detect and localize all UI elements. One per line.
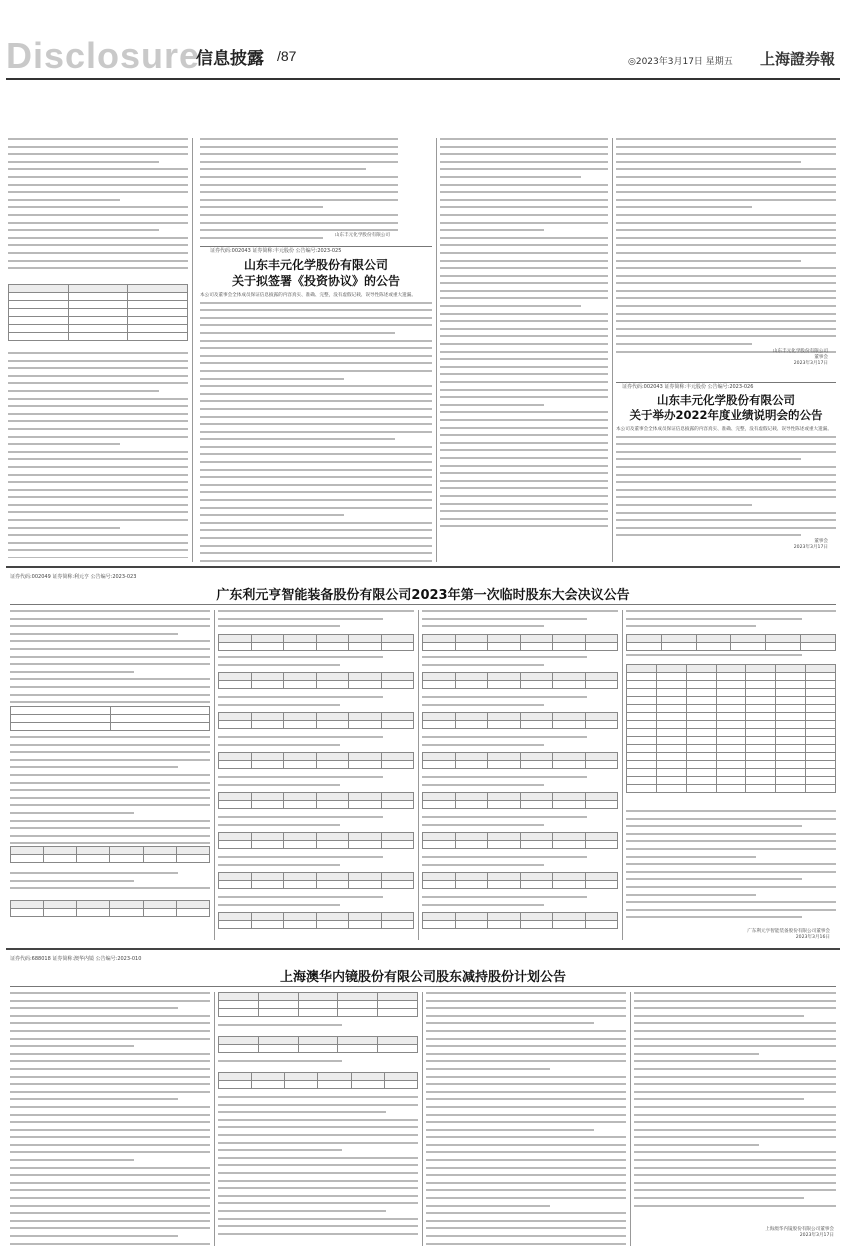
vote-table bbox=[422, 752, 618, 769]
announcement-title: 山东丰元化学股份有限公司 bbox=[243, 258, 388, 272]
resolution-column bbox=[626, 610, 836, 940]
text-lines bbox=[422, 896, 618, 911]
column-divider bbox=[622, 610, 623, 940]
section-title: 信息披露 bbox=[196, 49, 264, 69]
text-lines bbox=[626, 654, 836, 662]
column-divider bbox=[630, 992, 631, 1246]
plan-column bbox=[634, 992, 836, 1212]
column-divider bbox=[214, 992, 215, 1246]
text-lines bbox=[218, 656, 414, 671]
stock-code-line: 证券代码:002049 证券简称:利元亨 公告编号:2023-023 bbox=[10, 574, 137, 580]
masthead-rule bbox=[6, 78, 840, 80]
announcement-title: 山东丰元化学股份有限公司 bbox=[657, 393, 795, 407]
vote-table bbox=[422, 872, 618, 889]
text-lines bbox=[10, 872, 210, 895]
text-lines bbox=[422, 696, 618, 711]
vote-table bbox=[422, 712, 618, 729]
text-lines bbox=[616, 436, 836, 536]
attendance-table bbox=[10, 706, 210, 731]
title-rule bbox=[10, 986, 836, 987]
resolution-column bbox=[422, 610, 618, 940]
signature bbox=[700, 928, 830, 940]
signature bbox=[706, 1226, 834, 1238]
announcement-title: 上海澳华内镜股份有限公司股东减持股份计划公告 bbox=[279, 970, 566, 985]
vote-table bbox=[218, 792, 414, 809]
text-lines bbox=[200, 138, 398, 239]
announcement-body-column bbox=[440, 138, 608, 562]
text-lines bbox=[422, 816, 618, 831]
signature-company: 广东利元亨智能装备股份有限公司董事会 bbox=[747, 929, 830, 934]
vote-table bbox=[10, 846, 210, 863]
text-lines bbox=[218, 736, 414, 751]
text-lines bbox=[10, 610, 210, 703]
stock-code-line: 证券代码:688018 证券简称:澳华内镜 公告编号:2023-010 bbox=[10, 956, 142, 962]
vote-table bbox=[10, 900, 210, 917]
page-number: /87 bbox=[277, 48, 297, 64]
announcement-lead: 本公司及董事会全体成员保证信息披露的内容真实、准确、完整，没有虚假记载、误导性陈述或重大遗漏。 bbox=[200, 293, 416, 298]
text-lines bbox=[422, 736, 618, 751]
vote-table bbox=[218, 712, 414, 729]
text-lines bbox=[422, 856, 618, 871]
text-lines bbox=[218, 1060, 418, 1068]
resolution-column bbox=[10, 610, 210, 940]
announcement-body bbox=[200, 292, 432, 562]
vote-table bbox=[626, 634, 836, 651]
column-divider bbox=[418, 610, 419, 940]
vote-table bbox=[218, 912, 414, 929]
text-lines bbox=[422, 656, 618, 671]
announcement-title: 广东利元亨智能装备股份有限公司2023年第一次临时股东大会决议公告 bbox=[216, 588, 630, 603]
text-lines bbox=[626, 810, 836, 924]
text-lines bbox=[10, 992, 210, 1245]
vote-table bbox=[422, 634, 618, 651]
plan-column bbox=[426, 992, 626, 1246]
newspaper-name: 上海證券報 bbox=[760, 50, 836, 68]
announcement-subtitle: 关于拟签署《投资协议》的公告 bbox=[231, 274, 400, 288]
announcement-body-column bbox=[616, 138, 836, 368]
section-divider bbox=[6, 566, 840, 568]
reduction-plan-table bbox=[218, 1072, 418, 1089]
announcement-lead: 本公司及董事会全体成员保证信息披露的内容真实、准确、完整，没有虚假记载、误导性陈述或重大遗漏。 bbox=[616, 427, 832, 432]
text-lines bbox=[200, 302, 432, 562]
signature-company: 山东丰元化学股份有限公司 bbox=[772, 349, 828, 354]
vote-table bbox=[218, 634, 414, 651]
text-lines bbox=[616, 138, 836, 353]
text-lines bbox=[440, 138, 608, 527]
text-lines bbox=[218, 1024, 418, 1032]
vote-table bbox=[218, 752, 414, 769]
column-divider bbox=[436, 138, 437, 562]
text-lines bbox=[218, 1096, 418, 1240]
brand-wordmark: Disclosure bbox=[6, 35, 201, 76]
vote-table bbox=[218, 672, 414, 689]
stock-code-line: 证券代码:002043 证券简称:丰元股份 公告编号:2023-025 bbox=[210, 248, 342, 254]
text-lines bbox=[218, 816, 414, 831]
plan-column bbox=[218, 992, 418, 1246]
stock-code-line: 证券代码:002043 证券简称:丰元股份 公告编号:2023-026 bbox=[622, 384, 754, 390]
masthead bbox=[0, 0, 843, 76]
text-lines bbox=[626, 610, 836, 627]
announcement-body bbox=[616, 426, 836, 536]
column-divider bbox=[612, 138, 613, 562]
shareholding-table bbox=[218, 992, 418, 1017]
plan-column bbox=[10, 992, 210, 1246]
text-lines bbox=[8, 352, 188, 558]
title-rule bbox=[10, 604, 836, 605]
continued-text-column bbox=[8, 138, 188, 558]
issue-date: ◎2023年3月17日 星期五 bbox=[628, 57, 733, 67]
signature-company: 山东丰元化学股份有限公司 bbox=[334, 233, 390, 238]
resolution-column bbox=[218, 610, 414, 940]
text-lines bbox=[8, 138, 188, 269]
column-divider bbox=[192, 138, 193, 562]
vote-table bbox=[218, 832, 414, 849]
text-lines bbox=[218, 896, 414, 911]
data-table bbox=[8, 284, 188, 341]
vote-table bbox=[422, 912, 618, 929]
text-lines bbox=[218, 696, 414, 711]
signature-date: 2023年3月17日 bbox=[793, 361, 828, 366]
signature-date: 2023年3月17日 bbox=[799, 1233, 834, 1238]
signature bbox=[700, 538, 828, 550]
signature-company: 上海澳华内镜股份有限公司董事会 bbox=[765, 1227, 834, 1232]
vote-detail-table bbox=[626, 664, 836, 793]
text-lines bbox=[10, 736, 210, 850]
column-divider bbox=[214, 610, 215, 940]
signature-date: 2023年3月17日 bbox=[793, 545, 828, 550]
text-lines bbox=[426, 992, 626, 1245]
signature-board: 董事会 bbox=[814, 539, 828, 544]
vote-table bbox=[422, 672, 618, 689]
text-lines bbox=[422, 776, 618, 791]
signature bbox=[290, 232, 390, 238]
text-lines bbox=[634, 992, 836, 1207]
column-divider bbox=[422, 992, 423, 1246]
signature-board: 董事会 bbox=[814, 355, 828, 360]
vote-table bbox=[422, 832, 618, 849]
text-lines bbox=[422, 610, 618, 627]
section-divider bbox=[6, 948, 840, 950]
vote-table bbox=[218, 872, 414, 889]
signature-date: 2023年3月16日 bbox=[795, 935, 830, 940]
text-lines bbox=[218, 776, 414, 791]
vote-table bbox=[422, 792, 618, 809]
shareholding-table bbox=[218, 1036, 418, 1053]
text-lines bbox=[218, 610, 414, 627]
signature bbox=[700, 348, 828, 366]
announcement-subtitle: 关于举办2022年度业绩说明会的公告 bbox=[629, 408, 823, 422]
text-lines bbox=[218, 856, 414, 871]
